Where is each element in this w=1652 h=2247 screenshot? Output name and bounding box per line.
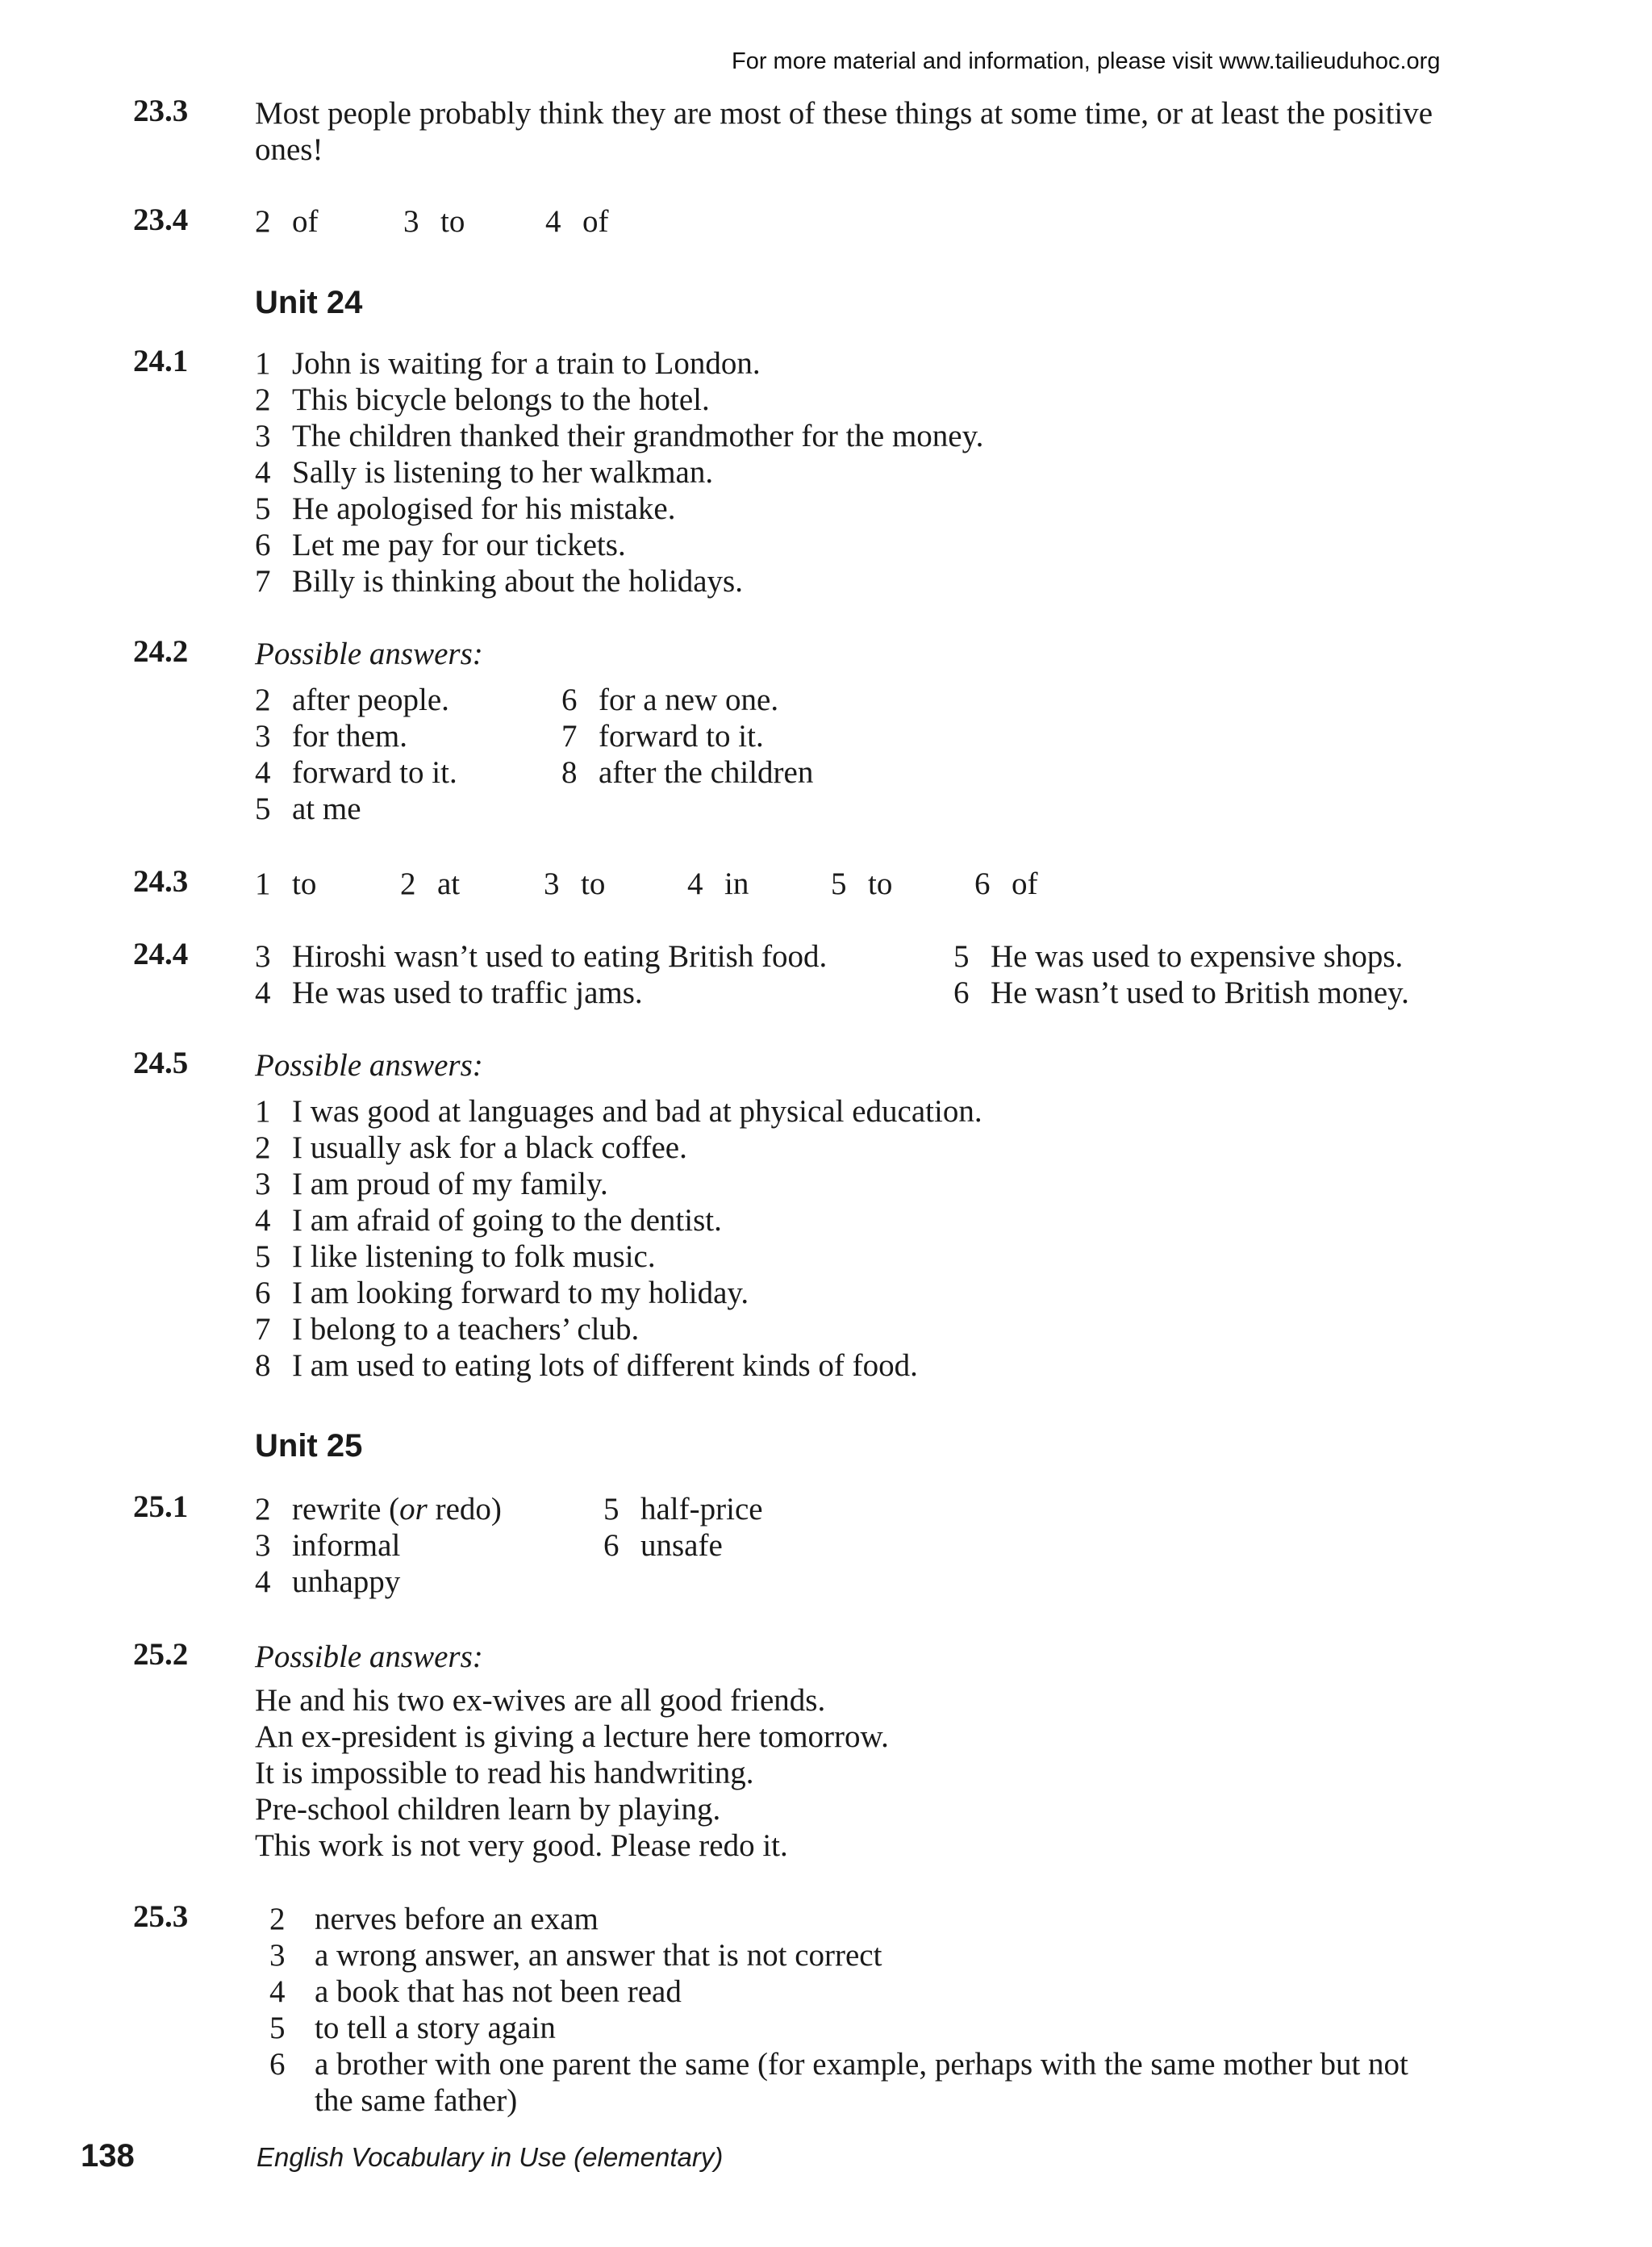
answer-line: Pre-school children learn by playing. xyxy=(255,1792,721,1827)
answer-item: 8 I am used to eating lots of different kinds of food. xyxy=(255,1348,918,1383)
answer-line: Most people probably think they are most of these things at some time, or at least the positive xyxy=(255,96,1433,131)
exercise-number-24-2: 24.2 xyxy=(133,634,189,669)
exercise-number-24-5: 24.5 xyxy=(133,1046,189,1080)
answer-item: 3 I am proud of my family. xyxy=(255,1167,608,1201)
answer-item: 3 The children thanked their grandmother for the money. xyxy=(255,419,984,453)
answer-item: 3 to xyxy=(544,867,606,901)
answer-item: 4 in xyxy=(687,867,749,901)
exercise-number-25-3: 25.3 xyxy=(133,1899,189,1934)
answer-item: 1 to xyxy=(255,867,317,901)
answer-item: 2 rewrite (or redo) xyxy=(255,1492,502,1527)
answer-item: 6 He wasn’t used to British money. xyxy=(953,975,1409,1010)
answer-item: 4 a book that has not been read xyxy=(269,1974,682,2009)
answer-item: 3 informal xyxy=(255,1528,401,1563)
answer-item: 2 after people. xyxy=(255,683,449,717)
page-number: 138 xyxy=(81,2138,135,2174)
answer-line: This work is not very good. Please redo it. xyxy=(255,1828,788,1863)
answer-item: 5 to xyxy=(831,867,893,901)
section-intro: Possible answers: xyxy=(255,637,483,671)
answer-line: ones! xyxy=(255,132,323,167)
answer-item: 6 I am looking forward to my holiday. xyxy=(255,1276,749,1310)
answer-item: 7 forward to it. xyxy=(561,719,764,754)
answer-item: 7 Billy is thinking about the holidays. xyxy=(255,564,743,599)
answer-line: It is impossible to read his handwriting. xyxy=(255,1756,754,1790)
answer-item: 6 a brother with one parent the same (for example, perhaps with the same mother but not xyxy=(269,2047,1408,2082)
book-title: English Vocabulary in Use (elementary) xyxy=(257,2142,724,2172)
exercise-number-25-2: 25.2 xyxy=(133,1637,189,1672)
answer-item: 7 I belong to a teachers’ club. xyxy=(255,1312,640,1347)
answer-item: 5 He apologised for his mistake. xyxy=(255,491,676,526)
answer-item: 6 unsafe xyxy=(603,1528,723,1563)
exercise-number-24-1: 24.1 xyxy=(133,344,189,378)
exercise-number-25-1: 25.1 xyxy=(133,1489,189,1524)
unit-heading-25: Unit 25 xyxy=(255,1428,363,1464)
answer-item: 2 nerves before an exam xyxy=(269,1902,599,1936)
answer-item: 5 at me xyxy=(255,791,361,826)
answer-item: 6 Let me pay for our tickets. xyxy=(255,528,626,562)
answer-item: 2 I usually ask for a black coffee. xyxy=(255,1130,687,1165)
answer-item: 3 a wrong answer, an answer that is not correct xyxy=(269,1938,882,1973)
answer-item: 5 to tell a story again xyxy=(269,2011,556,2045)
answer-item: 1 John is waiting for a train to London. xyxy=(255,346,761,381)
answer-item: 1 I was good at languages and bad at physical education. xyxy=(255,1094,982,1129)
section-intro: Possible answers: xyxy=(255,1048,483,1083)
answer-item: 4 unhappy xyxy=(255,1564,401,1599)
answer-item: 2 This bicycle belongs to the hotel. xyxy=(255,382,710,417)
answer-item: 4 Sally is listening to her walkman. xyxy=(255,455,714,490)
exercise-number-23-3: 23.3 xyxy=(133,94,189,128)
answer-item: 4 of xyxy=(545,204,609,239)
answer-item: 4 forward to it. xyxy=(255,755,457,790)
answer-line: He and his two ex-wives are all good friends. xyxy=(255,1683,826,1718)
answer-continuation: the same father) xyxy=(315,2083,518,2118)
exercise-number-24-4: 24.4 xyxy=(133,937,189,971)
exercise-number-24-3: 24.3 xyxy=(133,864,189,899)
answer-item: 3 for them. xyxy=(255,719,407,754)
answer-item: 6 of xyxy=(974,867,1038,901)
answer-item: 8 after the children xyxy=(561,755,814,790)
answer-item: 2 at xyxy=(400,867,461,901)
answer-line: An ex-president is giving a lecture here tomorrow. xyxy=(255,1719,889,1754)
unit-heading-24: Unit 24 xyxy=(255,285,363,320)
answer-item: 5 half-price xyxy=(603,1492,763,1527)
answer-item: 5 He was used to expensive shops. xyxy=(953,939,1404,974)
answer-item: 5 I like listening to folk music. xyxy=(255,1239,656,1274)
answer-item: 6 for a new one. xyxy=(561,683,779,717)
answer-item: 4 I am afraid of going to the dentist. xyxy=(255,1203,722,1238)
exercise-number-23-4: 23.4 xyxy=(133,203,189,237)
answer-item: 3 to xyxy=(403,204,465,239)
page-header-link-text: For more material and information, please visit www.tailieuduhoc.org xyxy=(732,48,1441,74)
answer-item: 3 Hiroshi wasn’t used to eating British food. xyxy=(255,939,828,974)
section-intro: Possible answers: xyxy=(255,1639,483,1674)
answer-item: 2 of xyxy=(255,204,319,239)
answer-item: 4 He was used to traffic jams. xyxy=(255,975,643,1010)
